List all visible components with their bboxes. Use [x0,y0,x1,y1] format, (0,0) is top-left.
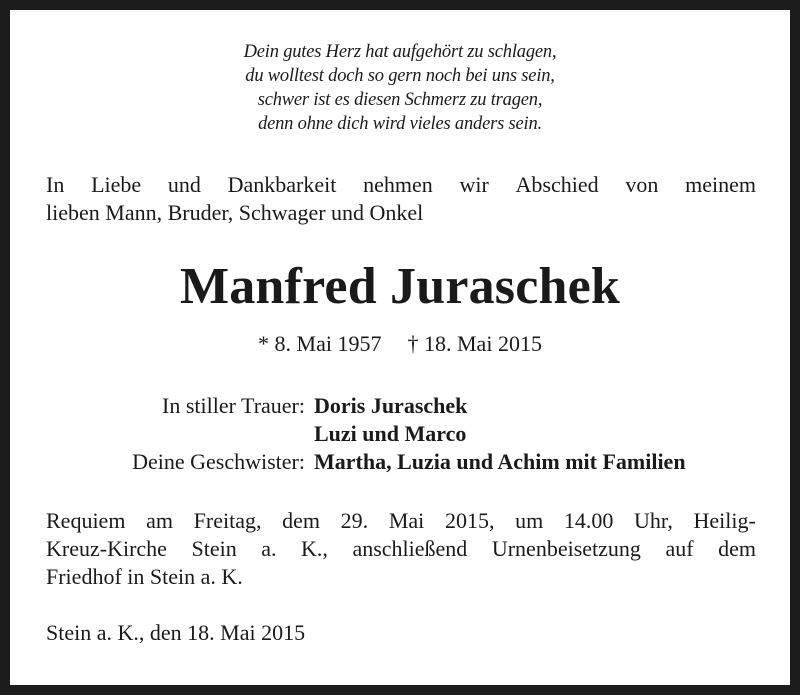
word: 2015, [444,508,495,533]
word: 14.00 [563,508,614,533]
poem-line: schwer ist es diesen Schmerz zu tragen, [257,90,543,110]
life-dates [10,330,790,358]
death-date: † 18. Mai 2015 [407,331,542,356]
word: Abschied [515,172,599,197]
intro-line-2: lieben Mann, Bruder, Schwager und Onkel [46,200,424,225]
farewell-intro [46,171,756,227]
place-and-date: Stein a. K., den 18. Mai 2015 [46,620,306,645]
word: Kreuz-Kirche [46,536,167,561]
deceased-name: Manfred Juraschek [179,258,621,315]
mourner-row [10,392,790,420]
poem-line: Dein gutes Herz hat aufgehört zu schlagen, [243,42,557,62]
word: Uhr, [634,508,673,533]
word: Liebe [91,172,142,197]
mourner-row [10,448,790,476]
word: Dankbarkeit [227,172,337,197]
mourner-label: In stiller Trauer: [162,393,305,418]
word: anschließend [352,536,468,561]
word: Stein [191,536,237,561]
birth-date: * 8. Mai 1957 [258,331,382,356]
word: 29. [340,508,369,533]
word: dem [718,536,756,561]
word: Heilig- [693,508,756,533]
poem-line: denn ohne dich wird vieles anders sein. [258,114,542,134]
service-line-2 [46,535,756,563]
mourner-names: Luzi und Marco [314,421,467,446]
mourners-list [10,392,790,476]
mourner-names: Martha, Luzia und Achim mit Familien [314,449,686,474]
word: von [625,172,659,197]
word: wir [459,172,489,197]
word: und [167,172,201,197]
word: nehmen [363,172,433,197]
word: Urnenbeisetzung [491,536,641,561]
service-line-1 [46,507,756,535]
word: meinem [685,172,756,197]
word: auf [665,536,694,561]
mourner-names: Doris Juraschek [314,393,468,418]
poem-line: du wolltest doch so gern noch bei uns sein, [245,66,555,86]
mourner-label [10,420,305,448]
mourner-label: Deine Geschwister: [132,449,305,474]
word: a. [261,536,277,561]
word: Freitag, [193,508,262,533]
word: K., [301,536,328,561]
word: Requiem [46,508,126,533]
service-info [46,507,756,591]
mourner-row [10,420,790,448]
word: am [146,508,173,533]
word: Mai [388,508,425,533]
word: um [515,508,544,533]
memorial-poem [10,40,790,136]
word: dem [282,508,321,533]
word: In [46,172,65,197]
obituary-notice [10,10,790,685]
service-line-3: Friedhof in Stein a. K. [46,564,243,589]
intro-line-1 [46,171,756,199]
